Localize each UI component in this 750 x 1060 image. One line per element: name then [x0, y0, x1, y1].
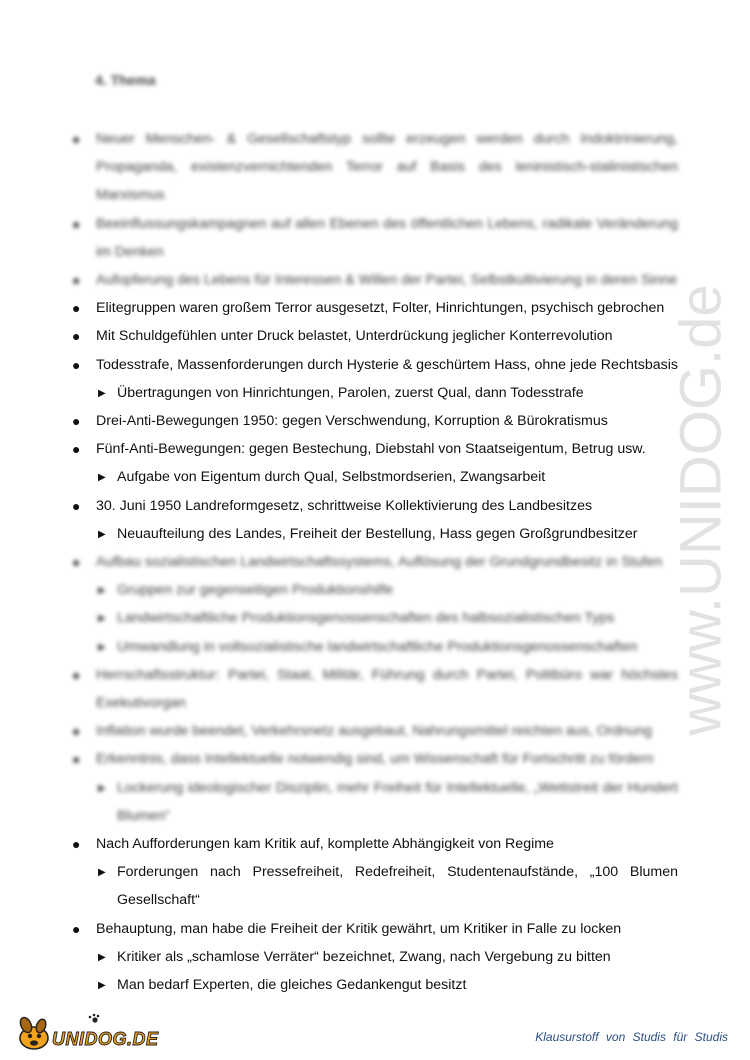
sub-list-item: [70, 576, 678, 604]
list-item: [70, 717, 678, 745]
arrow-bullet-icon: ▶: [98, 641, 106, 653]
list-item: [70, 407, 678, 435]
arrow-bullet-icon: ▶: [98, 951, 106, 963]
list-item-text: Übertragungen von Hinrichtungen, Parolen, zuerst Qual, dann Todesstrafe: [117, 384, 584, 401]
list-item-text: Landwirtschaftliche Produktionsgenossenschaften des halbsozialistischen Typs: [117, 610, 615, 627]
bullet-icon: ●: [72, 751, 81, 768]
paw-icon: [89, 1014, 100, 1023]
sub-list-item: [70, 971, 678, 999]
list-item-text: Inflation wurde beendet, Verkehrsnetz ausgebaut, Nahrungsmittel reichten aus, Ordnung: [96, 723, 653, 740]
arrow-bullet-icon: ▶: [98, 472, 106, 484]
sub-list-item: [70, 943, 678, 971]
list-item: [70, 915, 678, 943]
list-item-text: Neuer Menschen- & Gesellschaftstyp sollte erzeugen werden durch Indoktrinierung, Propaganda, existenzvernichtenden Terror auf Basis des leninistisch-stalinistischen Marxismus: [96, 131, 678, 204]
list-item: [70, 435, 678, 463]
list-item-text: Nach Aufforderungen kam Kritik auf, komplette Abhängigkeit von Regime: [96, 836, 554, 853]
bullet-icon: ●: [72, 272, 81, 289]
bullet-list: [70, 125, 678, 999]
list-item-text: Erkenntnis, dass Intellektuelle notwendig sind, um Wissenschaft für Fortschritt zu fördern: [96, 751, 654, 768]
list-item: [70, 745, 678, 773]
list-item-text: Gruppen zur gegenseitigen Produktionshilfe: [117, 582, 394, 599]
list-item-text: 30. Juni 1950 Landreformgesetz, schrittweise Kollektivierung des Landbesitzes: [96, 497, 593, 514]
bullet-icon: ●: [72, 554, 81, 571]
sub-list-item: [70, 858, 678, 914]
footer-tagline: Klausurstoff von Studis für Studis: [535, 1030, 728, 1044]
watermark-text: www.UNIDOG.de: [668, 284, 734, 736]
logo-text: UNIDOG.DE: [52, 1029, 159, 1049]
bullet-icon: ●: [72, 497, 81, 514]
list-item: [70, 548, 678, 576]
bullet-icon: ●: [72, 836, 81, 853]
sub-list-item: [70, 520, 678, 548]
bullet-icon: ●: [72, 131, 81, 147]
list-item-text: Man bedarf Experten, die gleiches Gedankengut besitzt: [117, 977, 467, 994]
list-item: [70, 661, 678, 717]
arrow-bullet-icon: ▶: [98, 528, 106, 540]
list-item-text: Neuaufteilung des Landes, Freiheit der Bestellung, Hass gegen Großgrundbesitzer: [117, 525, 638, 542]
arrow-bullet-icon: ▶: [98, 387, 106, 399]
dog-mascot-icon: [18, 1016, 48, 1049]
list-item-text: Fünf-Anti-Bewegungen: gegen Bestechung, Diebstahl von Staatseigentum, Betrug usw.: [96, 441, 646, 458]
list-item-text: Lockerung ideologischer Disziplin, mehr Freiheit für Intellektuelle, „Wettstreit der Hundert Blumen“: [117, 779, 678, 824]
bullet-icon: ●: [72, 920, 81, 937]
list-item: [70, 294, 678, 322]
bullet-icon: ●: [72, 413, 81, 430]
section-heading: 4. Thema: [95, 72, 156, 88]
list-item-text: Todesstrafe, Massenforderungen durch Hysterie & geschürtem Hass, ohne jede Rechtsbasis: [96, 356, 678, 373]
list-item-text: Drei-Anti-Bewegungen 1950: gegen Verschwendung, Korruption & Bürokratismus: [96, 413, 608, 430]
list-item-text: Aufgabe von Eigentum durch Qual, Selbstmordserien, Zwangsarbeit: [117, 469, 546, 486]
bullet-icon: ●: [72, 723, 81, 740]
list-item: [70, 830, 678, 858]
bullet-icon: ●: [72, 356, 81, 373]
arrow-bullet-icon: ▶: [98, 782, 106, 794]
arrow-bullet-icon: ▶: [98, 867, 106, 879]
arrow-bullet-icon: ▶: [98, 585, 106, 597]
bullet-icon: ●: [72, 215, 81, 232]
bullet-icon: ●: [72, 666, 81, 683]
sub-list-item: [70, 604, 678, 632]
list-item-text: Elitegruppen waren großem Terror ausgesetzt, Folter, Hinrichtungen, psychisch gebrochen: [96, 300, 665, 317]
list-item: [70, 125, 678, 210]
list-item-text: Beeinflussungskampagnen auf allen Ebenen des öffentlichen Lebens, radikale Veränderung im Denken: [96, 215, 678, 260]
list-item: [70, 492, 678, 520]
sub-list-item: [70, 379, 678, 407]
list-item-text: Kritiker als „schamlose Verräter“ bezeichnet, Zwang, nach Vergebung zu bitten: [117, 948, 611, 965]
list-item: [70, 266, 678, 294]
list-item-text: Umwandlung in vollsozialistische landwirtschaftliche Produktionsgenossenschaften: [117, 638, 638, 655]
list-item-text: Aufopferung des Lebens für Interessen & Willen der Partei, Selbstkultivierung in deren Sinne: [96, 272, 678, 289]
arrow-bullet-icon: ▶: [98, 980, 106, 992]
arrow-bullet-icon: ▶: [98, 613, 106, 625]
sub-list-item: [70, 633, 678, 661]
list-item-text: Aufbau sozialistischen Landwirtschaftssystems, Auflösung der Grundgrundbesitz in Stufen: [96, 554, 663, 571]
list-item: [70, 351, 678, 379]
sub-list-item: [70, 463, 678, 491]
list-item-text: Herrschaftsstruktur: Partei, Staat, Militär, Führung durch Partei, Politbüro war höchstes Exekutivorgan: [96, 666, 678, 712]
list-item-text: Forderungen nach Pressefreiheit, Redefreiheit, Studentenaufstände, „100 Blumen Gesellschaft“: [117, 864, 678, 909]
sub-list-item: [70, 774, 678, 830]
bullet-icon: ●: [72, 441, 81, 458]
unidog-logo: [8, 1012, 178, 1052]
bullet-icon: ●: [72, 328, 81, 345]
list-item: [70, 322, 678, 350]
bullet-icon: ●: [72, 300, 81, 317]
list-item-text: Mit Schuldgefühlen unter Druck belastet, Unterdrückung jeglicher Konterrevolution: [96, 328, 613, 345]
list-item: [70, 210, 678, 266]
list-item-text: Behauptung, man habe die Freiheit der Kritik gewährt, um Kritiker in Falle zu locken: [96, 920, 622, 937]
